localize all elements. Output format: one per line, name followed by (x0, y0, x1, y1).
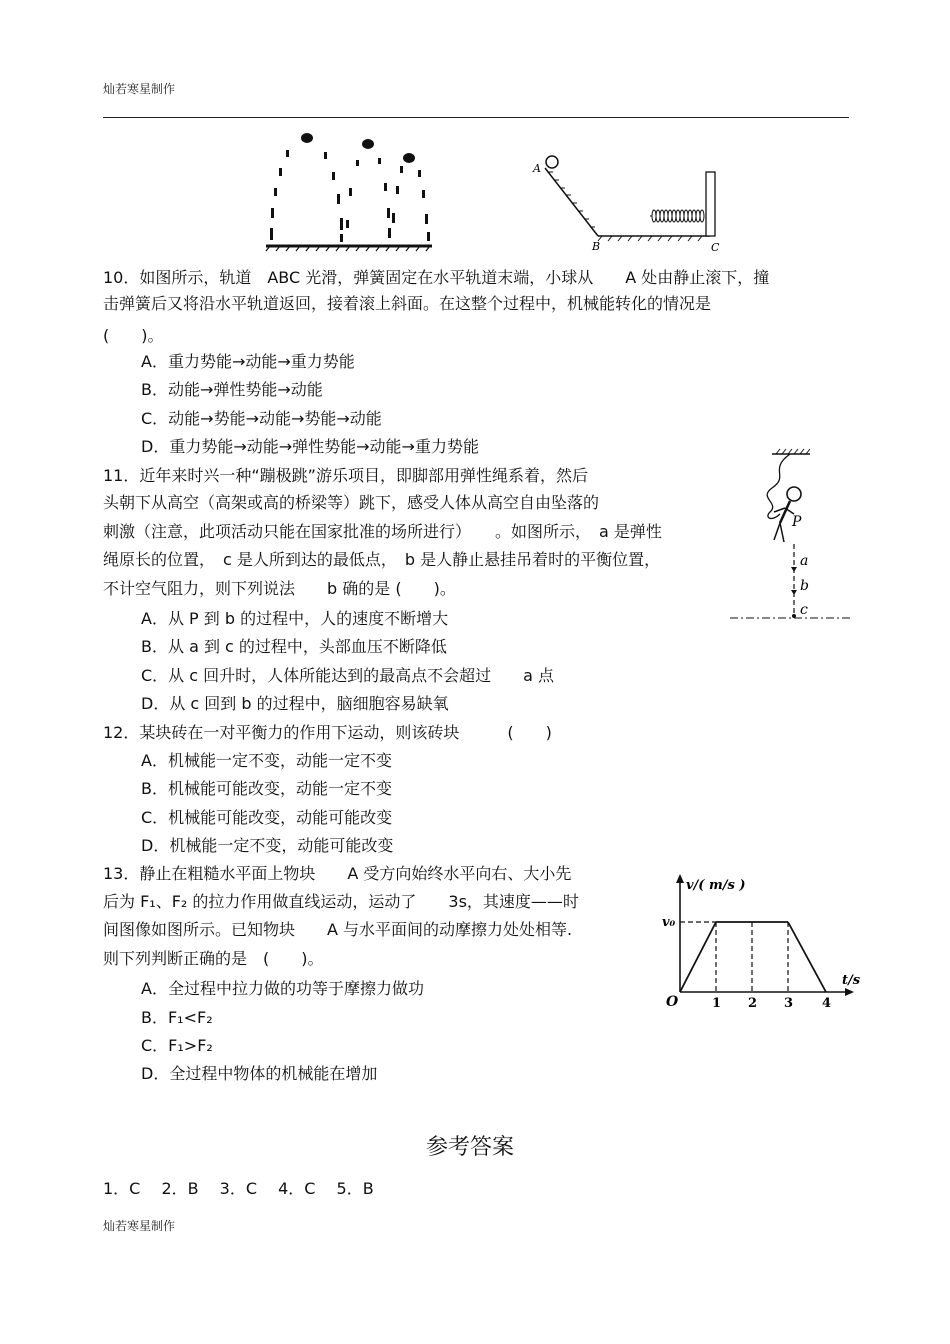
q12-option-c: C．机械能可能改变，动能可能改变 (141, 808, 393, 827)
x-tick-1: 1 (712, 996, 722, 1011)
label-b-position: b (800, 578, 809, 594)
answers-line: 1．C 2．B 3．C 4．C 5．B (103, 1179, 374, 1198)
label-c: C (711, 241, 720, 254)
q11-option-d: D．从 c 回到 b 的过程中，脑细胞容易缺氧 (141, 694, 449, 713)
bouncing-ball-figure (262, 128, 437, 253)
track-spring-figure (530, 150, 730, 255)
bungee-figure (728, 448, 853, 628)
q11-option-b: B．从 a 到 c 的过程中，头部血压不断降低 (141, 637, 447, 656)
q11-stem-line2: 头朝下从高空（高架或高的桥梁等）跳下，感受人体从高空自由坠落的 (103, 493, 600, 512)
header-maker: 灿若寒星制作 (103, 82, 176, 96)
q10-option-a: A．重力势能→动能→重力势能 (141, 352, 355, 371)
x-tick-4: 4 (822, 996, 832, 1011)
header-rule (103, 117, 849, 118)
q11-stem-line5: 不计空气阻力，则下列说法 b 确的是 ( )。 (103, 579, 456, 598)
answers-title: 参考答案 (426, 1135, 515, 1160)
label-p: P (792, 514, 802, 530)
q10-stem-line1: 10．如图所示，轨道 ABC 光滑，弹簧固定在水平轨道末端，小球从 A 处由静止滚下，撞 (103, 268, 770, 287)
q11-stem-line1: 11．近年来时兴一种“蹦极跳”游乐项目，即脚部用弹性绳系着，然后 (103, 466, 588, 485)
q12-option-d: D．机械能一定不变，动能可能改变 (141, 836, 394, 855)
q10-option-b: B．动能→弹性势能→动能 (141, 380, 323, 399)
q12-option-b: B．机械能可能改变，动能一定不变 (141, 779, 392, 798)
q10-stem-line3: ( )。 (103, 326, 164, 345)
label-a-position: a (800, 553, 809, 569)
q13-stem-line3: 间图像如图所示。已知物块 A 与水平面间的动摩擦力处处相等. (103, 920, 573, 939)
q11-option-a: A．从 P 到 b 的过程中，人的速度不断增大 (141, 609, 449, 628)
label-c-position: c (800, 602, 808, 618)
q12-option-a: A．机械能一定不变，动能一定不变 (141, 751, 392, 770)
q13-stem-line4: 则下列判断正确的是 ( )。 (103, 949, 324, 968)
footer-maker: 灿若寒星制作 (103, 1219, 176, 1233)
x-axis-label: t/s (842, 973, 861, 988)
q13-option-d: D．全过程中物体的机械能在增加 (141, 1064, 378, 1083)
q11-stem-line3: 刺激（注意，此项活动只能在国家批准的场所进行） 。如图所示， a 是弹性 (103, 522, 662, 541)
label-b: B (592, 240, 601, 253)
q10-stem-line2: 击弹簧后又将沿水平轨道返回，接着滚上斜面。在这整个过程中，机械能转化的情况是 (103, 294, 712, 313)
q13-stem-line2: 后为 F₁、F₂ 的拉力作用做直线运动，运动了 3s，其速度——时 (103, 892, 579, 911)
velocity-time-graph (662, 870, 862, 1010)
q13-stem-line1: 13．静止在粗糙水平面上物块 A 受方向始终水平向右、大小先 (103, 864, 572, 883)
q10-option-c: C．动能→势能→动能→势能→动能 (141, 409, 382, 428)
x-tick-3: 3 (784, 996, 794, 1011)
q11-option-c: C．从 c 回升时，人体所能达到的最高点不会超过 a 点 (141, 666, 555, 685)
origin-label: O (666, 994, 679, 1010)
q12-stem: 12．某块砖在一对平衡力的作用下运动，则该砖块 ( ) (103, 723, 552, 742)
q13-option-c: C．F₁>F₂ (141, 1036, 213, 1055)
q13-option-b: B．F₁<F₂ (141, 1008, 213, 1027)
y-axis-label: v/( m/s ) (686, 878, 746, 893)
x-tick-2: 2 (748, 996, 758, 1011)
v0-label: v₀ (662, 915, 676, 930)
label-a: A (533, 162, 541, 175)
q11-stem-line4: 绳原长的位置， c 是人所到达的最低点， b 是人静止悬挂吊着时的平衡位置， (103, 550, 661, 569)
q13-option-a: A．全过程中拉力做的功等于摩擦力做功 (141, 979, 424, 998)
q10-option-d: D．重力势能→动能→弹性势能→动能→重力势能 (141, 437, 479, 456)
